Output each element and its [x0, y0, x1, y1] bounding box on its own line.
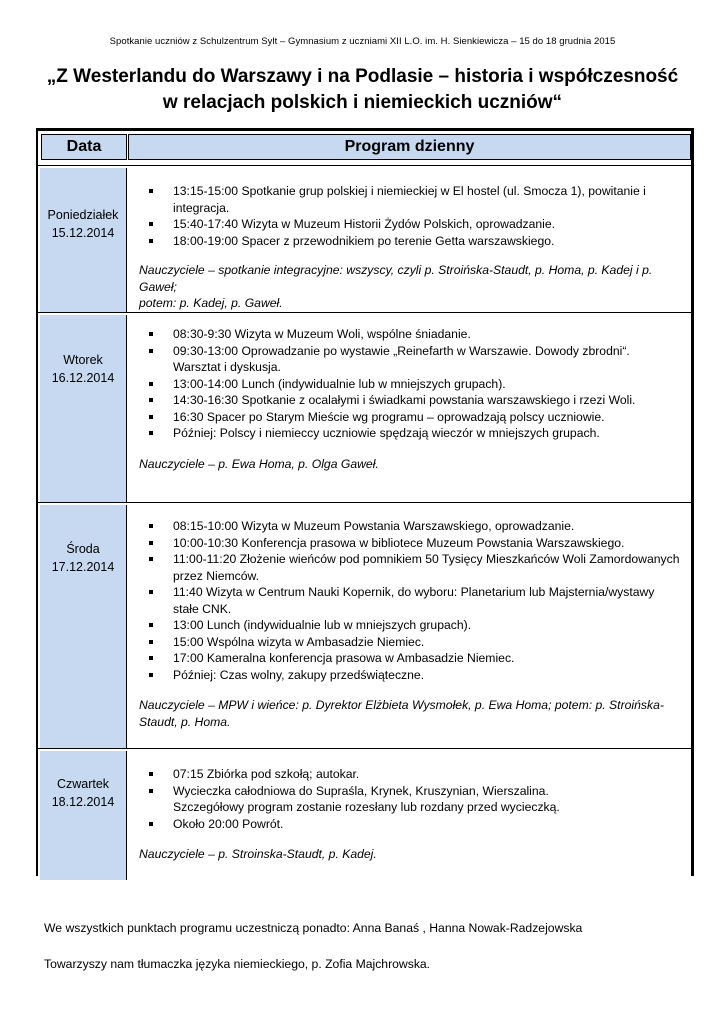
bullet-icon [149, 557, 153, 561]
footer-translator: Towarzyszy nam tłumaczka języka niemieckiego, p. Zofia Majchrowska. [44, 957, 431, 971]
program-item-text: 14:30-16:30 Spotkanie z ocalałymi i świadkami powstania warszawskiego i rzezi Woli. [173, 393, 636, 407]
bullet-icon [149, 789, 153, 793]
header-date: Data [41, 134, 127, 160]
program-item [138, 816, 683, 833]
program-item [138, 617, 683, 634]
program-item [138, 551, 683, 584]
teachers-note [138, 846, 683, 863]
day-row [38, 748, 691, 879]
bullet-icon [149, 398, 153, 402]
document-title [0, 64, 725, 116]
program-item [138, 650, 683, 667]
program-item-text: 07:15 Zbiórka pod szkołą; autokar. [173, 767, 360, 781]
bullet-icon [149, 349, 153, 353]
day-program [128, 313, 691, 472]
program-item-text: 08:30-9:30 Wizyta w Muzeum Woli, wspólne śniadanie. [173, 327, 471, 341]
bullet-icon [149, 623, 153, 627]
bullet-icon [149, 239, 153, 243]
program-item-text: 13:15-15:00 Spotkanie grup polskiej i niemieckiej w El hostel (ul. Smocza 1), powitanie i [173, 184, 646, 198]
teachers-text: Nauczyciele – spotkanie integracyjne: wszyscy, czyli p. Stroińska-Staudt, p. Homa, p. Kadej i p. Gaweł; [139, 263, 653, 294]
program-item-text: integracja. [173, 200, 230, 215]
bullet-icon [149, 541, 153, 545]
program-item [138, 409, 683, 426]
day-program [128, 503, 691, 730]
program-item-text: 13:00 Lunch (indywidualnie lub w mniejszych grupach). [173, 618, 472, 632]
day-cell [40, 315, 127, 503]
program-item-text: 13:00-14:00 Lunch (indywidualnie lub w mniejszych grupach). [173, 376, 506, 391]
program-item [138, 783, 683, 816]
program-item-text: Warsztat i dyskusja. [173, 360, 281, 374]
program-item [138, 216, 683, 233]
table-header-row [38, 131, 691, 165]
program-item-text: Wycieczka całodniowa do Supraśla, Krynek, Kruszynian, Wierszalina. [173, 783, 549, 798]
bullet-icon [149, 656, 153, 660]
day-name: Poniedziałek [47, 208, 119, 222]
title-line-1: „Z Westerlandu do Warszawy i na Podlasie – historia i współczesność [46, 66, 679, 87]
teachers-note [138, 697, 683, 730]
day-date: 15.12.2014 [51, 226, 115, 240]
bullet-icon [149, 772, 153, 776]
program-item-text: stałe CNK. [173, 601, 232, 616]
day-row [38, 502, 691, 748]
program-item [138, 425, 683, 442]
day-program [128, 749, 691, 863]
teachers-note [138, 262, 683, 312]
day-name: Środa [66, 542, 100, 556]
program-item-text: 18:00-19:00 Spacer z przewodnikiem po terenie Getta warszawskiego. [173, 233, 555, 248]
bullet-icon [149, 189, 153, 193]
bullet-icon [149, 431, 153, 435]
program-item [138, 667, 683, 684]
bullet-icon [149, 332, 153, 336]
program-item [138, 233, 683, 250]
footer-participants: We wszystkich punktach programu uczestniczą ponadto: Anna Banaś , Hanna Nowak-Radzejowska [44, 921, 583, 935]
teachers-text: Nauczyciele – MPW i wieńce: p. Dyrektor Elżbieta Wysmołek, p. Ewa Homa; potem: p. Stroińska- [139, 698, 664, 712]
day-name: Wtorek [63, 353, 103, 367]
program-item [138, 343, 683, 376]
title-line-2: w relacjach polskich i niemieckich uczniów“ [162, 92, 563, 113]
program-item-text: Szczegółowy program zostanie rozesłany lub rozdany przed wycieczką. [173, 800, 560, 814]
program-item-text: 17:00 Kameralna konferencja prasowa w Ambasadzie Niemiec. [173, 651, 515, 665]
program-list [138, 183, 683, 249]
teachers-note [138, 456, 683, 473]
program-item [138, 535, 683, 552]
program-item-text: 15:00 Wspólna wizyta w Ambasadzie Niemiec. [173, 634, 425, 649]
program-item [138, 392, 683, 409]
day-row [38, 312, 691, 502]
day-name: Czwartek [56, 777, 110, 791]
program-item-text: Później: Czas wolny, zakupy przedświąteczne. [173, 667, 425, 682]
bullet-icon [149, 222, 153, 226]
day-cell [40, 751, 127, 880]
program-item [138, 376, 683, 393]
bullet-icon [149, 590, 153, 594]
day-program [128, 166, 691, 312]
teachers-text: Staudt, p. Homa. [139, 714, 231, 729]
program-item-text: 08:15-10:00 Wizyta w Muzeum Powstania Warszawskiego, oprowadzanie. [173, 519, 575, 533]
program-item [138, 183, 683, 216]
day-date: 18.12.2014 [51, 795, 115, 809]
day-cell [40, 505, 127, 749]
day-row [38, 165, 691, 312]
program-list [138, 518, 683, 683]
bullet-icon [149, 524, 153, 528]
program-item-text: 11:00-11:20 Złożenie wieńców pod pomnikiem 50 Tysięcy Mieszkańców Woli Zamordowanych [173, 552, 680, 566]
program-item-text: 10:00-10:30 Konferencja prasowa w bibliotece Muzeum Powstania Warszawskiego. [173, 535, 625, 550]
day-date: 16.12.2014 [51, 371, 115, 385]
program-item [138, 518, 683, 535]
bullet-icon [149, 382, 153, 386]
bullet-icon [149, 822, 153, 826]
header-program: Program dzienny [128, 134, 691, 160]
program-item-text: 16:30 Spacer po Starym Mieście wg programu – oprowadzają polscy uczniowie. [173, 409, 605, 424]
program-item-text: Około 20:00 Powrót. [173, 816, 284, 831]
bullet-icon [149, 640, 153, 644]
program-item-text: Później: Polscy i niemieccy uczniowie spędzają wieczór w mniejszych grupach. [173, 426, 600, 440]
program-item [138, 584, 683, 617]
bullet-icon [149, 415, 153, 419]
program-item-text: przez Niemców. [173, 568, 260, 583]
document-header: Spotkanie uczniów z Schulzentrum Sylt – Gymnasium z uczniami XII L.O. im. H. Sienkiewicza – 15 do 18 grudnia 2015 [109, 36, 616, 47]
teachers-text: potem: p. Kadej, p. Gaweł. [139, 296, 283, 310]
teachers-text: Nauczyciele – p. Ewa Homa, p. Olga Gaweł. [139, 456, 379, 471]
program-item-text: 15:40-17:40 Wizyta w Muzeum Historii Żydów Polskich, oprowadzanie. [173, 217, 556, 231]
teachers-text: Nauczyciele – p. Stroinska-Staudt, p. Kadej. [139, 847, 377, 861]
program-list [138, 326, 683, 442]
program-list [138, 766, 683, 832]
schedule-table [36, 128, 694, 876]
program-item [138, 326, 683, 343]
bullet-icon [149, 673, 153, 677]
program-item-text: 09:30-13:00 Oprowadzanie po wystawie „Reinefarth w Warszawie. Dowody zbrodni“. [173, 343, 630, 358]
program-item [138, 766, 683, 783]
program-item [138, 634, 683, 651]
day-cell [40, 168, 127, 313]
day-date: 17.12.2014 [51, 560, 115, 574]
program-item-text: 11:40 Wizyta w Centrum Nauki Kopernik, do wyboru: Planetarium lub Majsternia/wystawy [173, 585, 655, 599]
